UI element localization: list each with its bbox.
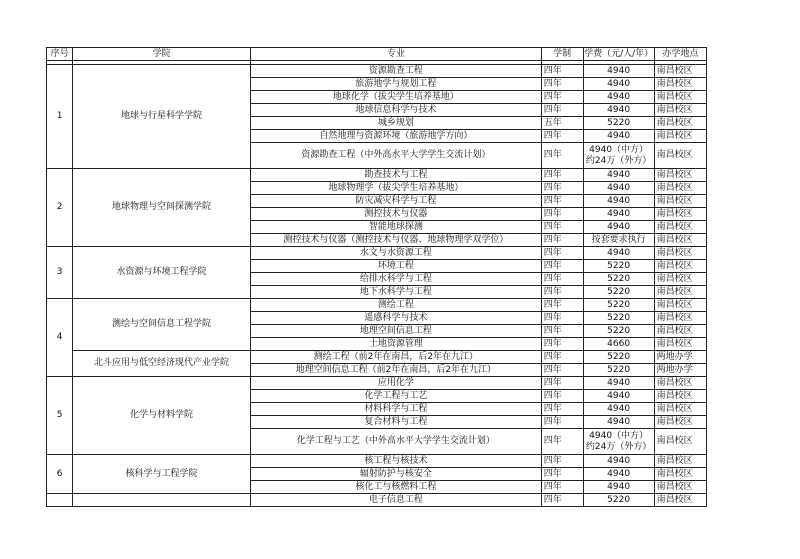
fee-cell: 5220	[583, 364, 654, 377]
campus-cell: 南昌校区	[654, 312, 706, 325]
campus-cell: 南昌校区	[654, 468, 706, 481]
table-row	[47, 377, 707, 390]
campus-cell: 南昌校区	[654, 65, 706, 78]
fee-cell: 4940	[583, 169, 654, 182]
seq-cell: 5	[47, 377, 73, 455]
years-cell: 四年	[541, 390, 583, 403]
table-row	[47, 169, 707, 182]
header-college: 学院	[73, 48, 251, 61]
campus-cell: 南昌校区	[654, 429, 706, 455]
major-cell: 核化工与核燃料工程	[250, 481, 541, 494]
fee-cell: 5220	[583, 299, 654, 312]
table-row	[47, 247, 707, 260]
years-cell: 五年	[541, 117, 583, 130]
fee-cell: 4940	[583, 182, 654, 195]
major-cell: 辐射防护与核安全	[250, 468, 541, 481]
years-cell: 四年	[541, 195, 583, 208]
campus-cell: 南昌校区	[654, 273, 706, 286]
major-cell: 城乡规划	[250, 117, 541, 130]
table-row	[47, 299, 707, 312]
header-fee: 学费（元/人/年）	[584, 48, 654, 59]
years-cell: 四年	[541, 143, 583, 169]
major-cell: 化学工程与工艺	[250, 390, 541, 403]
campus-cell: 南昌校区	[654, 260, 706, 273]
campus-cell: 南昌校区	[654, 130, 706, 143]
major-cell: 土地资源管理	[250, 338, 541, 351]
years-cell: 四年	[541, 208, 583, 221]
years-cell: 四年	[541, 91, 583, 104]
campus-cell: 南昌校区	[654, 91, 706, 104]
major-cell: 防灾减灾科学与工程	[250, 195, 541, 208]
years-cell: 四年	[541, 468, 583, 481]
campus-cell: 南昌校区	[654, 481, 706, 494]
fee-cell: 4940	[583, 221, 654, 234]
years-cell: 四年	[541, 104, 583, 117]
major-cell: 勘查技术与工程	[250, 169, 541, 182]
college-cell: 测绘与空间信息工程学院	[73, 299, 251, 351]
major-cell: 材料科学与工程	[250, 403, 541, 416]
campus-cell: 南昌校区	[654, 104, 706, 117]
fee-cell: 5220	[583, 273, 654, 286]
campus-cell: 两地办学	[654, 351, 706, 364]
fee-cell	[583, 143, 654, 169]
campus-cell: 南昌校区	[654, 117, 706, 130]
header-years: 学制	[541, 48, 583, 61]
header-row	[47, 48, 707, 61]
years-cell: 四年	[541, 130, 583, 143]
campus-cell: 南昌校区	[654, 247, 706, 260]
major-cell: 地理空间信息工程	[250, 325, 541, 338]
fee-cell: 5220	[583, 351, 654, 364]
seq-cell: 2	[47, 169, 73, 247]
years-cell: 四年	[541, 260, 583, 273]
fee-cell: 4660	[583, 338, 654, 351]
major-cell: 地理空间信息工程（前2年在南昌，后2年在九江）	[250, 364, 541, 377]
years-cell: 四年	[541, 312, 583, 325]
campus-cell: 南昌校区	[654, 286, 706, 299]
campus-cell: 南昌校区	[654, 377, 706, 390]
campus-cell: 南昌校区	[654, 403, 706, 416]
seq-cell: 4	[47, 299, 73, 377]
major-cell: 地球物理学（拔尖学生培养基地）	[250, 182, 541, 195]
fee-cell: 4940	[583, 91, 654, 104]
fee-cell: 4940	[583, 130, 654, 143]
major-cell: 旅游地学与规划工程	[250, 78, 541, 91]
fee-line: 约24万（外方）	[585, 155, 652, 166]
campus-cell: 南昌校区	[654, 455, 706, 468]
fee-cell: 4940	[583, 195, 654, 208]
table-row	[47, 455, 707, 468]
fee-cell: 4940	[583, 65, 654, 78]
fee-table	[46, 47, 707, 507]
major-cell: 资源勘查工程（中外高水平大学学生交流计划）	[250, 143, 541, 169]
fee-cell: 4940	[583, 416, 654, 429]
college-cell: 水资源与环境工程学院	[73, 247, 251, 299]
campus-cell: 南昌校区	[654, 195, 706, 208]
major-cell: 核工程与核技术	[250, 455, 541, 468]
years-cell: 四年	[541, 481, 583, 494]
fee-line: 约24万（外方）	[585, 441, 652, 452]
major-cell: 遥感科学与技术	[250, 312, 541, 325]
major-cell: 水文与水资源工程	[250, 247, 541, 260]
major-cell: 地下水科学与工程	[250, 286, 541, 299]
fee-cell: 5220	[583, 325, 654, 338]
major-cell: 电子信息工程	[250, 494, 541, 507]
major-cell: 测控技术与仪器（测控技术与仪器、地球物理学双学位）	[250, 234, 541, 247]
campus-cell: 南昌校区	[654, 338, 706, 351]
major-cell: 测控技术与仪器	[250, 208, 541, 221]
major-cell: 复合材料与工程	[250, 416, 541, 429]
years-cell: 四年	[541, 429, 583, 455]
years-cell: 四年	[541, 169, 583, 182]
fee-line: 4940（中方）	[589, 144, 649, 155]
years-cell: 四年	[541, 78, 583, 91]
major-cell: 地球信息科学与技术	[250, 104, 541, 117]
college-cell: 核科学与工程学院	[73, 455, 251, 494]
fee-cell	[583, 429, 654, 455]
years-cell: 四年	[541, 182, 583, 195]
fee-cell: 5220	[583, 260, 654, 273]
campus-cell: 南昌校区	[654, 299, 706, 312]
fee-table-body	[47, 48, 707, 507]
fee-cell: 4940	[583, 104, 654, 117]
table-row	[47, 65, 707, 78]
fee-cell: 5220	[583, 117, 654, 130]
campus-cell: 南昌校区	[654, 208, 706, 221]
major-cell: 智能地球探测	[250, 221, 541, 234]
major-cell: 测绘工程（前2年在南昌，后2年在九江）	[250, 351, 541, 364]
years-cell: 四年	[541, 338, 583, 351]
major-cell: 测绘工程	[250, 299, 541, 312]
years-cell: 四年	[541, 273, 583, 286]
campus-cell: 南昌校区	[654, 494, 706, 507]
years-cell: 四年	[541, 286, 583, 299]
fee-cell: 4940	[583, 403, 654, 416]
fee-cell: 4940	[583, 390, 654, 403]
college-cell	[73, 494, 251, 507]
years-cell: 四年	[541, 455, 583, 468]
fee-cell: 4940	[583, 208, 654, 221]
campus-cell: 两地办学	[654, 364, 706, 377]
years-cell: 四年	[541, 325, 583, 338]
major-cell: 资源勘查工程	[250, 65, 541, 78]
campus-cell: 南昌校区	[654, 169, 706, 182]
major-cell: 地球化学（拔尖学生培养基地）	[250, 91, 541, 104]
seq-cell: 6	[47, 455, 73, 494]
years-cell: 四年	[541, 403, 583, 416]
campus-cell: 南昌校区	[654, 416, 706, 429]
table-row	[47, 351, 707, 364]
years-cell: 四年	[541, 364, 583, 377]
fee-cell: 4940	[583, 468, 654, 481]
college-cell: 地球与行星科学学院	[73, 65, 251, 169]
campus-cell: 南昌校区	[654, 182, 706, 195]
fee-cell: 5220	[583, 286, 654, 299]
college-cell: 地球物理与空间探测学院	[73, 169, 251, 247]
fee-cell: 4940	[583, 455, 654, 468]
campus-cell: 南昌校区	[654, 234, 706, 247]
campus-cell: 南昌校区	[654, 78, 706, 91]
major-cell: 给排水科学与工程	[250, 273, 541, 286]
seq-cell: 3	[47, 247, 73, 299]
years-cell: 四年	[541, 377, 583, 390]
years-cell: 四年	[541, 234, 583, 247]
fee-cell: 5220	[583, 494, 654, 507]
college-cell: 化学与材料学院	[73, 377, 251, 455]
major-cell: 环境工程	[250, 260, 541, 273]
major-cell: 自然地理与资源环境（旅游地学方向）	[250, 130, 541, 143]
major-cell: 化学工程与工艺（中外高水平大学学生交流计划）	[250, 429, 541, 455]
seq-cell	[47, 494, 73, 507]
fee-line: 4940（中方）	[589, 430, 649, 441]
fee-sheet	[46, 47, 707, 507]
campus-cell: 南昌校区	[654, 390, 706, 403]
fee-cell: 4940	[583, 481, 654, 494]
fee-cell: 4940	[583, 377, 654, 390]
fee-cell: 5220	[583, 312, 654, 325]
seq-cell: 1	[47, 65, 73, 169]
years-cell: 四年	[541, 65, 583, 78]
fee-cell: 4940	[583, 78, 654, 91]
years-cell: 四年	[541, 299, 583, 312]
major-cell: 应用化学	[250, 377, 541, 390]
fee-cell: 4940	[583, 247, 654, 260]
years-cell: 四年	[541, 221, 583, 234]
college-cell: 北斗应用与低空经济现代产业学院	[73, 351, 251, 377]
years-cell: 四年	[541, 351, 583, 364]
campus-cell: 南昌校区	[654, 221, 706, 234]
header-major: 专业	[250, 48, 541, 61]
years-cell: 四年	[541, 494, 583, 507]
fee-cell: 按套要求执行	[583, 234, 654, 247]
campus-cell: 南昌校区	[654, 325, 706, 338]
header-seq: 序号	[47, 48, 73, 61]
years-cell: 四年	[541, 416, 583, 429]
campus-cell: 南昌校区	[654, 143, 706, 169]
table-row	[47, 494, 707, 507]
years-cell: 四年	[541, 247, 583, 260]
header-campus: 办学地点	[654, 48, 706, 61]
